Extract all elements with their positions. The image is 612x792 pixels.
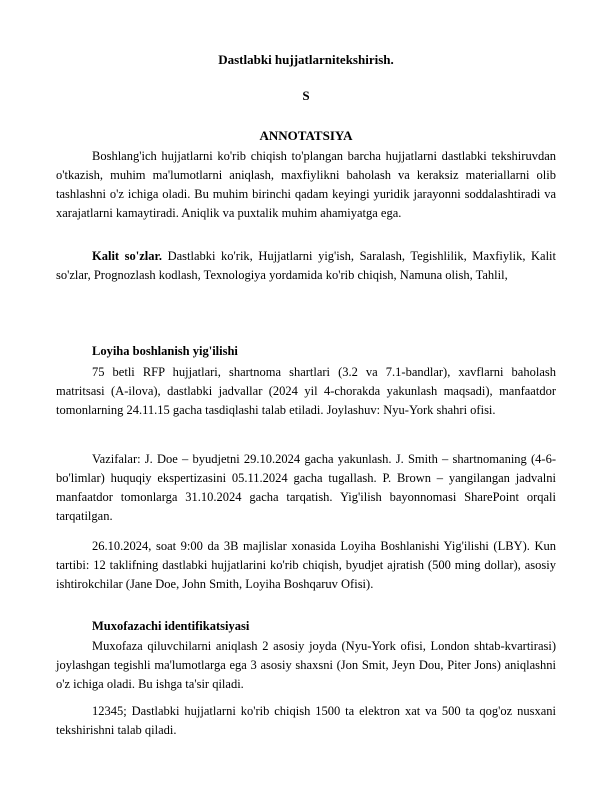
section1-heading: Loyiha boshlanish yig'ilishi <box>92 344 238 358</box>
section2-paragraph-1: Muxofaza qiluvchilarni aniqlash 2 asosiy joyda (Nyu-York ofisi, London shtab-kvartirasi) joylashgan tegishli ma'lumotlarga ega 3 asosiy shaxsni (Jon Smit, Jeyn Dou, Piter Jons) aniqlashni o'z ichiga oladi. Bu ishga ta'sir qiladi. <box>56 639 556 691</box>
section1-paragraph-3: 26.10.2024, soat 9:00 da 3B majlislar xonasida Loyiha Boshlanishi Yig'ilishi (LBY). Kun tartibi: 12 taklifning dastlabki hujjatlarini ko'rib chiqish, byudjet ajratish (500 ming dollar), asosiy ishtirokchilar (Jane Doe, John Smith, Loyiha Boshqaruv Ofisi). <box>56 539 556 591</box>
keywords-label: Kalit so'zlar. <box>92 249 163 263</box>
section1-paragraph-1: 75 betli RFP hujjatlari, shartnoma shartlari (3.2 va 7.1-bandlar), xavflarni baholash matritsasi (A-ilova), dastlabki jadvallar (2024 yil 4-chorakda yakunlash maqsadi), manfaatdor tomonlarning 24.11.15 gacha tasdiqlashi talab etiladi. Joylashuv: Nyu-York shahri ofisi. <box>56 365 556 417</box>
section2-paragraph-2: 12345; Dastlabki hujjatlarni ko'rib chiqish 1500 ta elektron xat va 500 ta qog'oz nusxani tekshirishni talab qiladi. <box>56 704 556 737</box>
keywords-text: Dastlabki ko'rik, Hujjatlarni yig'ish, Saralash, Tegishlilik, Maxfiylik, Kalit so'zlar, Prognozlash kodlash, Texnologiya yordamida ko'rib chiqish, Namuna olish, Tahlil, <box>56 249 557 282</box>
keywords-paragraph <box>56 247 556 285</box>
document-title: Dastlabki hujjatlarnitekshirish. <box>218 52 394 67</box>
section-letter: S <box>302 88 310 103</box>
section2-heading: Muxofazachi identifikatsiyasi <box>92 619 250 633</box>
section1-paragraph-2: Vazifalar: J. Doe – byudjetni 29.10.2024 gacha yakunlash. J. Smith – shartnomaning (4-6-bo'limlar) huquqiy ekspertizasini 05.11.2024 gacha tugallash. P. Brown – yangilangan jadvalni manfaatdor tomonlarga 31.10.2024 gacha tarqatish. Yig'ilish bayonnomasi SharePoint orqali tarqatilgan. <box>56 452 556 523</box>
annotation-heading: ANNOTATSIYA <box>259 128 353 143</box>
annotation-paragraph: Boshlang'ich hujjatlarni ko'rib chiqish to'plangan barcha hujjatlarni dastlabki tekshiruvdan o'tkazish, muhim ma'lumotlarni aniqlash, maxfiylikni baholash va keraksiz materiallarni olib tashlashni o'z ichiga oladi. Bu muhim birinchi qadam keyingi yuridik jarayonni soddalashtiradi va xarajatlarni kamaytiradi. Aniqlik va puxtalik muhim ahamiyatga ega. <box>56 149 556 220</box>
